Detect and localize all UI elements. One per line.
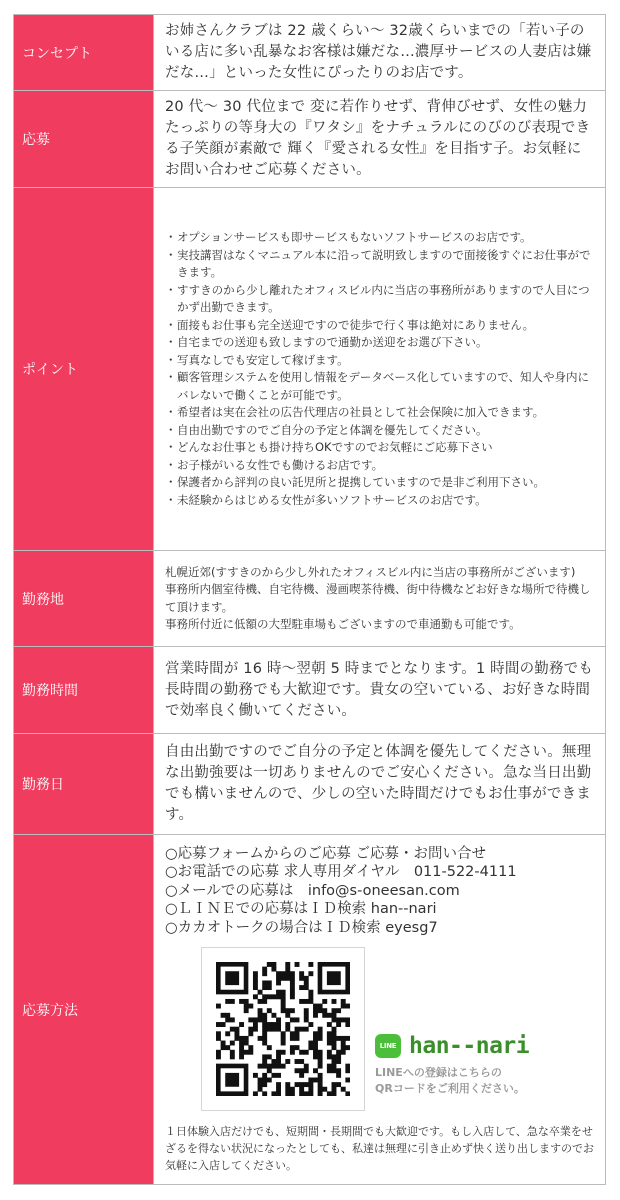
line-id: han--nari <box>409 1033 530 1060</box>
list-item: ・ 実技講習はなくマニュアル本に沿って説明致しますので面接後すぐにお仕事ができます。 <box>165 247 595 282</box>
qr-code[interactable] <box>201 947 365 1111</box>
qr-area <box>165 947 595 1117</box>
list-item: ・ 顧客管理システムを使用し情報をデータベース化していますので、知人や身内にバレないで働くことが可能です。 <box>165 369 595 404</box>
list-item: ・ 面接もお仕事も完全送迎ですので徒歩で行く事は絶対にありません。 <box>165 317 595 335</box>
points-list <box>165 229 595 509</box>
row-points <box>14 188 606 551</box>
list-item: ・ 自由出勤ですのでご自分の予定と体調を優先してください。 <box>165 422 595 440</box>
list-item: ・ お子様がいる女性でも働けるお店です。 <box>165 457 595 475</box>
location-line: 事務所内個室待機、自宅待機、漫画喫茶待機、街中待機などお好きな場所で待機して頂けます。 <box>165 582 591 614</box>
line-app-icon: LINE <box>375 1034 401 1058</box>
list-item: ・ 未経験からはじめる女性が多いソフトサービスのお店です。 <box>165 492 595 510</box>
value-hours: 営業時間が 16 時～翌朝 5 時までとなります。1 時間の勤務でも長時間の勤務でも大歓迎です。貴女の空いている、お好きな時間で効率良く働いてください。 <box>154 647 606 734</box>
list-item: ・ どんなお仕事とも掛け持ちOKですのでお気軽にご応募下さい <box>165 439 595 457</box>
recruit-info <box>13 14 606 1185</box>
value-location <box>154 551 606 647</box>
qr-code-icon <box>216 962 350 1096</box>
row-location <box>14 551 606 647</box>
row-days <box>14 734 606 835</box>
row-apply <box>14 91 606 188</box>
list-item: ・ オプションサービスも即サービスもないソフトサービスのお店です。 <box>165 229 595 247</box>
label-points: ポイント <box>14 188 154 551</box>
line-logo <box>375 1033 545 1059</box>
list-item: ・ 希望者は実在会社の広告代理店の社員として社会保険に加入できます。 <box>165 404 595 422</box>
location-line: 札幌近郊(すすきのから少し外れたオフィスビル内に当店の事務所がございます) <box>165 564 576 579</box>
label-method: 応募方法 <box>14 835 154 1185</box>
method-form[interactable]: ○応募フォームからのご応募 ご応募・お問い合せ <box>165 845 487 862</box>
label-apply: 応募 <box>14 91 154 188</box>
info-table <box>13 14 606 1185</box>
row-method <box>14 835 606 1185</box>
location-line: 事務所付近に低額の大型駐車場もございますので車通勤も可能です。 <box>165 617 521 631</box>
method-phone[interactable]: ○お電話での応募 求人専用ダイヤル 011-522-4111 <box>165 864 517 881</box>
row-hours <box>14 647 606 734</box>
method-kakao: ○カカオトークの場合はＩＤ検索 eyesg7 <box>165 919 438 936</box>
value-days: 自由出勤ですのでご自分の予定と体調を優先してください。無理な出勤強要は一切ありませんのでご安心ください。急な当日出勤でも構いませんので、少しの空いた時間だけでもお仕事ができます。 <box>154 734 606 835</box>
method-line: ○ＬＩＮＥでの応募はＩＤ検索 han--nari <box>165 901 437 918</box>
line-caption-2: QRコードをご利用ください。 <box>375 1082 525 1096</box>
label-hours: 勤務時間 <box>14 647 154 734</box>
list-item: ・ 自宅までの送迎も致しますので通勤か送迎をお選び下さい。 <box>165 334 595 352</box>
line-caption <box>375 1065 545 1097</box>
value-apply: 20 代～ 30 代位まで 変に若作りせず、背伸びせず、女性の魅力たっぷりの等身大の『ワタシ』をナチュラルにのびのび表現できる子笑顔が素敵で 輝く『愛される女性』を目指す子。お気軽にお問い合わせご応募ください。 <box>154 91 606 188</box>
list-item: ・ 保護者から評判の良い託児所と提携していますので是非ご利用下さい。 <box>165 474 595 492</box>
label-concept: コンセプト <box>14 15 154 91</box>
method-email[interactable]: ○メールでの応募は info@s-oneesan.com <box>165 882 460 899</box>
line-badge <box>375 1033 545 1097</box>
list-item: ・ 写真なしでも安定して稼げます。 <box>165 352 595 370</box>
label-location: 勤務地 <box>14 551 154 647</box>
list-item: ・ すすきのから少し離れたオフィスビル内に当店の事務所がありますので人目につかず出勤できます。 <box>165 282 595 317</box>
line-caption-1: LINEへの登録はこちらの <box>375 1066 502 1080</box>
trial-note: １日体験入店だけでも、短期間・長期間でも大歓迎です。もし入店して、急な卒業をせざるを得ない状況になったとしても、私達は無理に引き止めず快く送り出しますのでお気軽に入店してください。 <box>165 1125 594 1173</box>
row-concept <box>14 15 606 91</box>
value-points <box>154 188 606 551</box>
value-concept: お姉さんクラブは 22 歳くらい～ 32歳くらいまでの「若い子のいる店に多い乱暴なお客様は嫌だな…濃厚サービスの人妻店は嫌だな…」といった女性にぴったりのお店です。 <box>154 15 606 91</box>
value-method <box>154 835 606 1185</box>
label-days: 勤務日 <box>14 734 154 835</box>
